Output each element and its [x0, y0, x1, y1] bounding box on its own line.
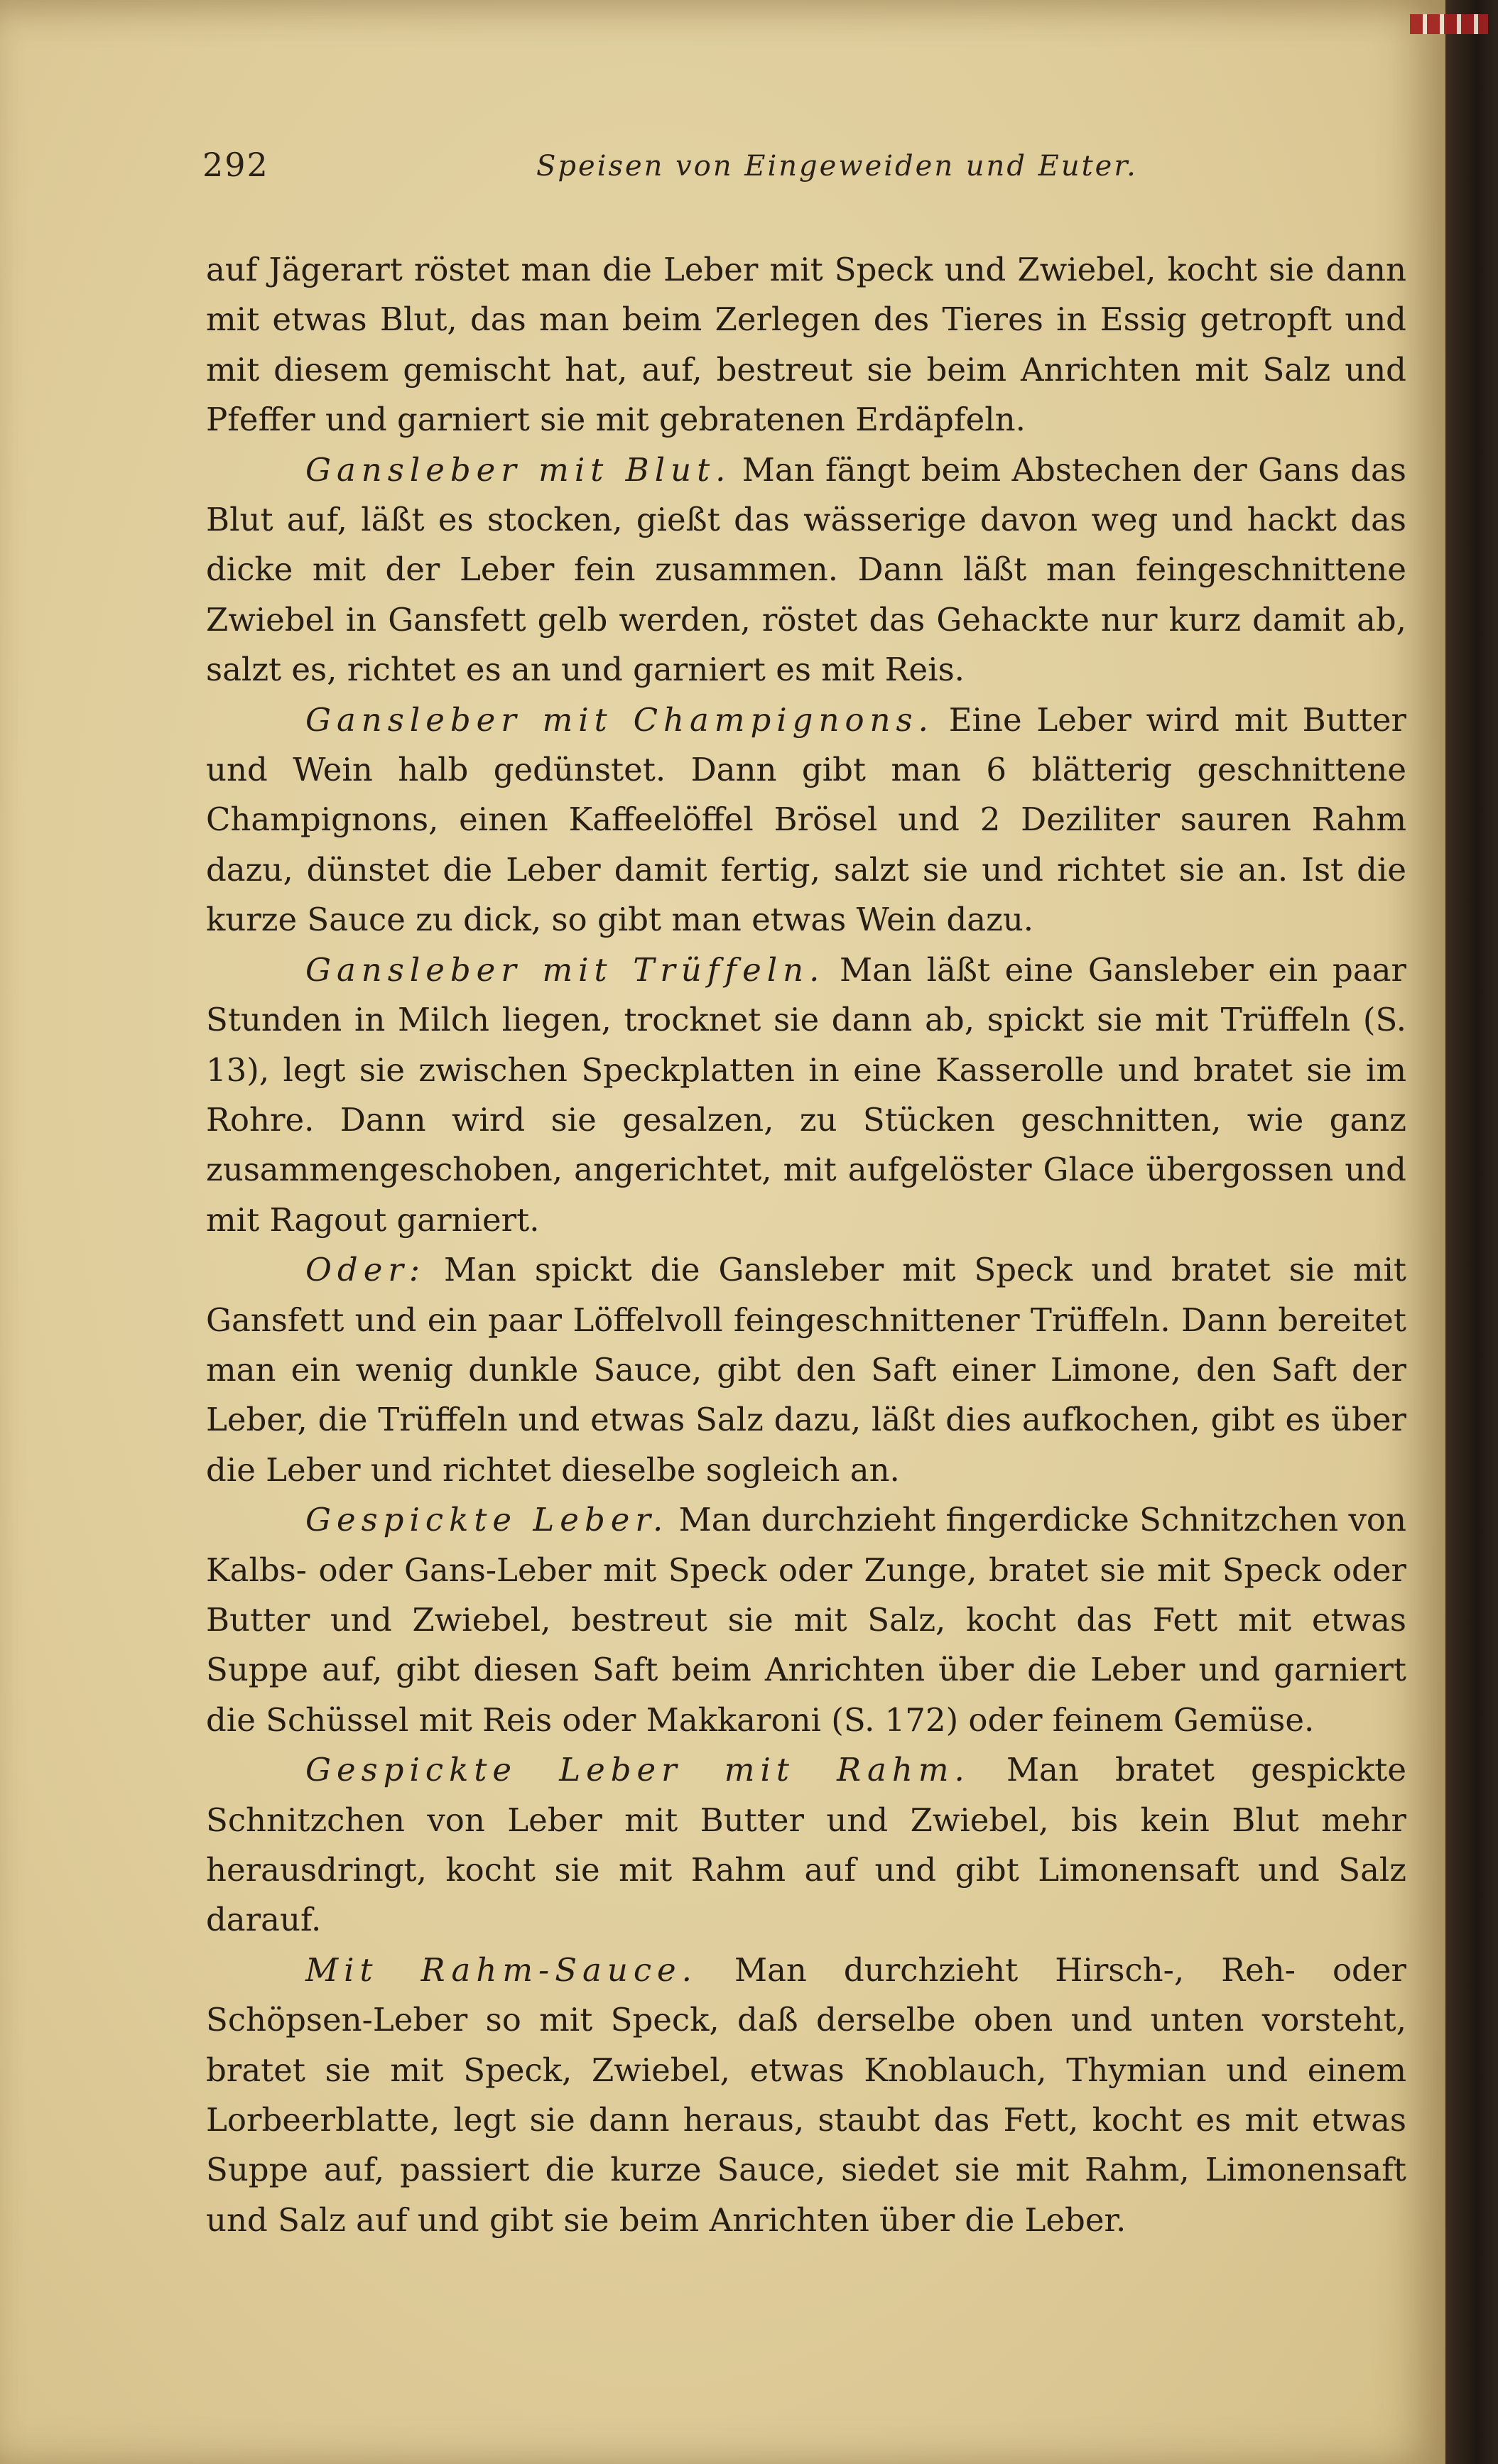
- paragraph-gespickte-leber: [206, 1495, 1406, 1745]
- paragraph-gespickte-leber-mit-rahm: [206, 1745, 1406, 1945]
- recipe-heading: Oder:: [305, 1251, 426, 1289]
- recipe-heading: Gansleber mit Champignons.: [305, 700, 934, 739]
- page-number: 292: [202, 146, 269, 184]
- recipe-heading: Gespickte Leber mit Rahm.: [305, 1751, 970, 1789]
- paragraph-text: Man spickt die Gansleber mit Speck und bratet sie mit Gansfett und ein paar Löffelvoll feingeschnittener Trüffeln. Dann bereitet man ein wenig dunkle Sauce, gibt den Saft einer Limone, den Saft der Leber, die Trüffeln und etwas Salz dazu, läßt dies aufkochen, gibt es über die Leber und richtet dieselbe sogleich an.: [206, 1251, 1406, 1489]
- paragraph-mit-rahm-sauce: [206, 1945, 1406, 2245]
- body-text: [206, 245, 1406, 2245]
- paragraph-0: [206, 245, 1406, 445]
- paragraph-text: Man läßt eine Gansleber ein paar Stunden in Milch liegen, trocknet sie dann ab, spickt sie mit Trüffeln (S. 13), legt sie zwischen Speckplatten in eine Kasserolle und bratet sie im Rohre. Dann wird sie gesalzen, zu Stücken geschnitten, wie ganz zusammengeschoben, angerichtet, mit aufgelöster Glace übergossen und mit Ragout garniert.: [206, 950, 1406, 1239]
- paragraph-text: Man durchzieht Hirsch-, Reh- oder Schöpsen-Leber so mit Speck, daß derselbe oben und unten vorsteht, bratet sie mit Speck, Zwiebel, etwas Knoblauch, Thymian und einem Lorbeerblatte, legt sie dann heraus, staubt das Fett, kocht es mit etwas Suppe auf, passiert die kurze Sauce, siedet sie mit Rahm, Limonensaft und Salz auf und gibt sie beim Anrichten über die Leber.: [206, 1950, 1406, 2239]
- recipe-heading: Gansleber mit Trüffeln.: [305, 950, 825, 989]
- running-title: Speisen von Eingeweiden und Euter.: [536, 150, 1138, 183]
- paragraph-gansleber-mit-trueffeln: [206, 945, 1406, 1245]
- paragraph-text: Man durchzieht fingerdicke Schnitzchen von Kalbs- oder Gans-Leber mit Speck oder Zunge, bratet sie mit Speck oder Butter und Zwiebel, bestreut sie mit Salz, kocht das Fett mit etwas Suppe auf, gibt diesen Saft beim Anrichten über die Leber und garniert die Schüssel mit Reis oder Makkaroni (S. 172) oder feinem Gemüse.: [206, 1501, 1406, 1739]
- paragraph-oder: [206, 1245, 1406, 1495]
- paragraph-text: Man fängt beim Abstechen der Gans das Blut auf, läßt es stocken, gießt das wässerige davon weg und hackt das dicke mit der Leber fein zusammen. Dann läßt man feingeschnittene Zwiebel in Gansfett gelb werden, röstet das Gehackte nur kurz damit ab, salzt es, richtet es an und garniert es mit Reis.: [206, 450, 1406, 689]
- bookmark-ribbon: [1410, 14, 1488, 34]
- page-header: [202, 146, 1403, 195]
- paragraph-gansleber-mit-blut: [206, 445, 1406, 695]
- recipe-heading: Gespickte Leber.: [305, 1501, 669, 1539]
- paragraph-text: auf Jägerart röstet man die Leber mit Speck und Zwiebel, kocht sie dann mit etwas Blut, das man beim Zerlegen des Tieres in Essig getropft und mit diesem gemischt hat, auf, bestreut sie beim Anrichten mit Salz und Pfeffer und garniert sie mit gebratenen Erdäpfeln.: [206, 251, 1406, 439]
- paragraph-text: Eine Leber wird mit Butter und Wein halb gedünstet. Dann gibt man 6 blätterig geschnittene Champignons, einen Kaffeelöffel Brösel und 2 Deziliter sauren Rahm dazu, dünstet die Leber damit fertig, salzt sie und richtet sie an. Ist die kurze Sauce zu dick, so gibt man etwas Wein dazu.: [206, 700, 1407, 939]
- book-spine: [1445, 0, 1498, 2464]
- recipe-heading: Mit Rahm-Sauce.: [305, 1950, 698, 1989]
- paragraph-text: Man bratet gespickte Schnitzchen von Leber mit Butter und Zwiebel, bis kein Blut mehr herausdringt, kocht sie mit Rahm auf und gibt Limonensaft und Salz darauf.: [206, 1751, 1406, 1939]
- recipe-heading: Gansleber mit Blut.: [305, 450, 732, 489]
- paragraph-gansleber-mit-champignons: [206, 695, 1406, 945]
